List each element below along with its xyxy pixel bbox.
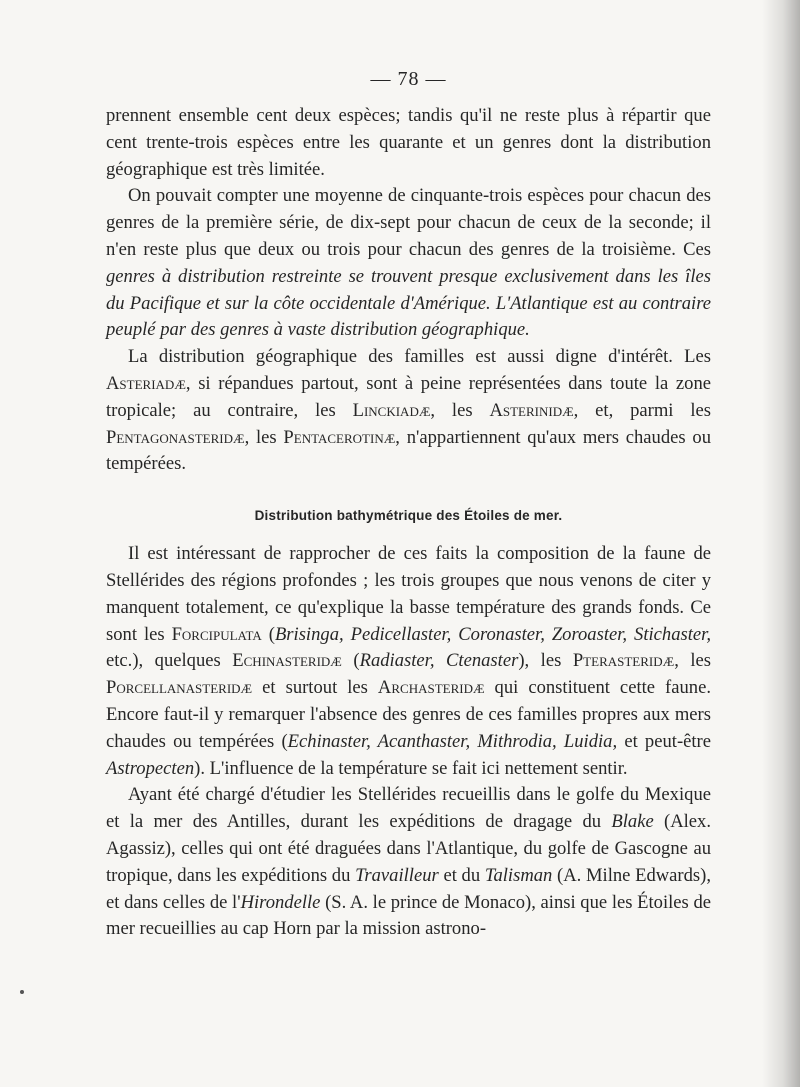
text: Ayant été chargé d'étudier les Stellérides recueillis dans le golfe du Mexique et la mer des Antilles, durant les expéditions de dragage du xyxy=(106,784,711,833)
genus-name: Astropecten xyxy=(106,757,195,779)
paragraph-2 xyxy=(106,183,711,344)
text: , les xyxy=(244,426,284,448)
family-name: Pentacerotinæ xyxy=(283,426,396,448)
family-name: Pentagonasteridæ xyxy=(106,426,245,448)
genus-list: Brisinga, Pedicellaster, Coronaster, Zoroaster, Stichaster, xyxy=(274,623,711,645)
paragraph-5 xyxy=(106,782,711,943)
text: qui constituent cette faune. Encore faut-il y remarquer l'absence des genres de ces familles propres aux mers chaudes ou tempérées ( xyxy=(106,677,711,752)
text: et du xyxy=(438,864,485,886)
family-name: Pterasteridæ xyxy=(572,650,675,672)
ship-name: Travailleur xyxy=(355,864,439,886)
family-name: Archasteridæ xyxy=(377,677,485,699)
text: , et, parmi les xyxy=(573,399,711,421)
ship-name: Blake xyxy=(611,811,654,833)
paragraph-1 xyxy=(106,103,711,183)
ship-name: Hirondelle xyxy=(240,891,321,913)
text: ), les xyxy=(518,650,573,672)
text: ). L'influence de la température se fait ici nettement sentir. xyxy=(194,757,628,779)
text: , les xyxy=(430,399,490,421)
genus-list: Echinaster, Acanthaster, Mithrodia, Luidia, xyxy=(287,730,618,752)
text: et peut-être xyxy=(617,730,712,752)
text: (A. Milne Edwards), et dans celles de l' xyxy=(106,864,711,913)
italic-text: genres à distribution restreinte se trouvent presque exclusivement dans les îles du Pacifique et sur la côte occidentale d'Amérique. L'Atlantique est au contraire peuplé par des genres à vaste distribution géographique. xyxy=(106,265,711,341)
text: (S. A. le prince de Monaco), ainsi que les Étoiles de mer recueillies au cap Horn par la mission astrono- xyxy=(106,891,711,940)
text: Il est intéressant de rapprocher de ces faits la composition de la faune de Stellérides des régions profondes ; les trois groupes que nous venons de citer y manquent totalement, ce qu'explique la basse température des grands fonds. Ce sont les xyxy=(106,543,711,645)
page-edge-shadow xyxy=(762,0,800,1087)
genus-list: Radiaster, Ctenaster xyxy=(359,650,519,672)
text: et surtout les xyxy=(252,677,378,699)
text: etc.), quelques xyxy=(106,650,233,672)
text: ( xyxy=(341,650,360,672)
page-body xyxy=(106,68,711,943)
family-name: Echinasteridæ xyxy=(232,650,342,672)
family-name: Porcellanasteridæ xyxy=(106,677,253,699)
text: La distribution géographique des familles est aussi digne d'intérêt. Les xyxy=(128,346,711,368)
family-name: Linckiadæ xyxy=(352,399,431,421)
text: , les xyxy=(674,650,712,672)
paragraph-4 xyxy=(106,541,711,782)
family-name: Asteriadæ xyxy=(106,372,186,394)
paragraph-3 xyxy=(106,344,711,478)
text: On pouvait compter une moyenne de cinquante-trois espèces pour chacun des genres de la première série, de dix-sept pour chacun de ceux de la seconde; il n'en reste plus que deux ou trois pour chacun des genres de la troisième. Ces xyxy=(106,185,711,260)
section-heading: Distribution bathymétrique des Étoiles de mer. xyxy=(254,508,563,524)
text: ( xyxy=(261,623,275,645)
text: prennent ensemble cent deux espèces; tandis qu'il ne reste plus à répartir que cent trente-trois espèces entre les quarante et un genres dont la distribution géographique est très limitée. xyxy=(106,105,711,180)
family-name: Forcipulata xyxy=(171,623,262,645)
ship-name: Talisman xyxy=(484,864,553,886)
family-name: Asterinidæ xyxy=(489,399,574,421)
text: , si répandues partout, sont à peine représentées dans toute la zone tropicale; au contraire, les xyxy=(106,372,711,421)
page-number: — 78 — xyxy=(370,68,447,90)
text: (Alex. Agassiz), celles qui ont été draguées dans l'Atlantique, du golfe de Gascogne au tropique, dans les expéditions du xyxy=(106,811,712,886)
text: , n'appartiennent qu'aux mers chaudes ou tempérées. xyxy=(106,426,711,475)
margin-dot xyxy=(20,990,24,994)
